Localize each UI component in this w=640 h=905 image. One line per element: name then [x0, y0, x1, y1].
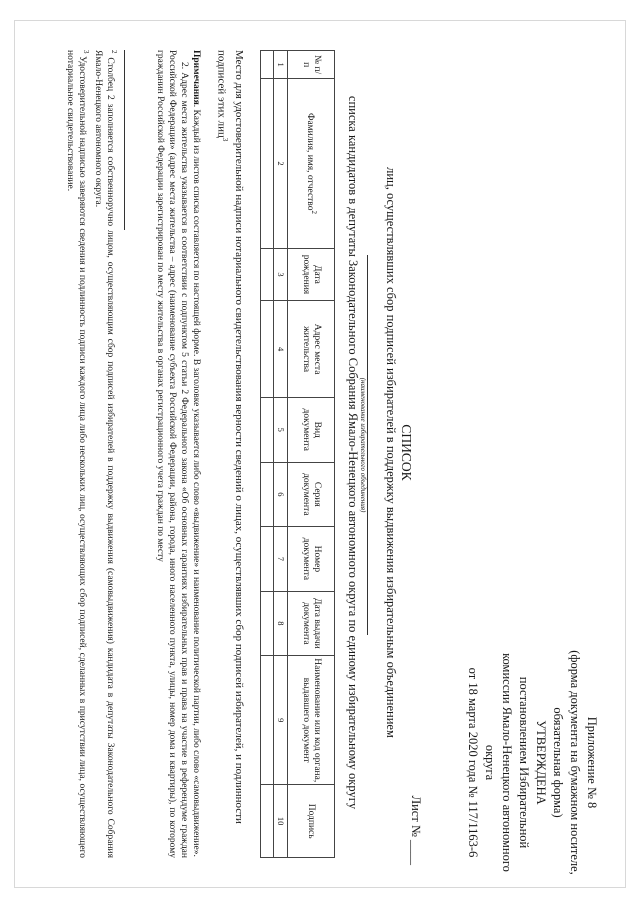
- col-header-number: № п/п: [288, 51, 335, 79]
- col-header-issuer: Наименование или код органа, выдавшего документ: [288, 656, 335, 785]
- collectors-table: [260, 50, 335, 858]
- table-row: [261, 51, 274, 858]
- sheet-label: Лист №: [409, 795, 423, 837]
- note-1: [190, 50, 202, 858]
- note-1-text: . Каждый из листов списка составляется по настоящей форме. В заголовке указывается либо слово «выдвижение» и наименование политической партии, либо слово «самовыдвижение».: [191, 104, 201, 857]
- col-header-doc-type: Вид документа: [288, 398, 335, 463]
- footnotes-section: [64, 50, 120, 858]
- table-cell: [261, 301, 274, 398]
- col-number: 7: [274, 527, 288, 592]
- certification-footnote-ref: 3: [221, 137, 230, 142]
- col-header-issue-date: Дата выдачи документа: [288, 591, 335, 656]
- col-header-doc-series: Серия документа: [288, 462, 335, 527]
- party-name-caption: (наименование избирательного объединения): [359, 377, 367, 513]
- footnote-2: [92, 50, 120, 858]
- document-title: СПИСОК: [399, 424, 414, 481]
- table-cell: [261, 785, 274, 858]
- document-page: [15, 25, 600, 880]
- col-header-birth-date: Дата рождения: [288, 248, 335, 300]
- footnote-2-text: Столбец 2 заполняется собственноручно лицом, осуществляющим сбор подписей избирателей в поддержку выдвижения (самовыдвижения) кандидата в депутаты Законодательного Собрания Ямало-Ненецкого автономного округа.: [92, 50, 115, 858]
- sheet-blank: ____: [409, 840, 423, 865]
- table-column-numbers-row: [274, 51, 288, 858]
- col-header-full-name: [288, 79, 335, 248]
- approval-block: [464, 645, 600, 880]
- col-number: 6: [274, 462, 288, 527]
- appendix-number: Приложение № 8: [585, 716, 599, 809]
- table-cell: [261, 398, 274, 463]
- table-cell: [261, 591, 274, 656]
- footnote-3: [64, 50, 92, 858]
- party-name-line: [367, 255, 368, 635]
- table-cell: [261, 527, 274, 592]
- list-description: списка кандидатов в депутаты Законодательного Собрания Ямало-Ненецкого автономного округа по единому избирательному округу: [346, 95, 360, 810]
- table-cell: [261, 462, 274, 527]
- footnote-2-number: 2: [110, 50, 118, 54]
- col-number: 1: [274, 51, 288, 79]
- col-number: 4: [274, 301, 288, 398]
- col-header-footnote-ref: 2: [309, 210, 318, 214]
- notary-certification-text: [214, 50, 245, 858]
- table-cell: [261, 656, 274, 785]
- appendix-commission: комиссии Ямало-Ненецкого автономного округа: [483, 653, 514, 872]
- col-header-full-name-text: Фамилия, имя, отчество: [304, 112, 315, 211]
- footnote-3-number: 3: [81, 50, 90, 54]
- appendix-resolution: постановлением Избирательной: [517, 676, 531, 849]
- col-number: 5: [274, 398, 288, 463]
- col-number: 8: [274, 591, 288, 656]
- document-subtitle: лиц, осуществлявших сбор подписей избирателей в поддержку выдвижения избирательным объединением: [384, 167, 398, 738]
- appendix-form-type: (форма документа на бумажном носителе,: [568, 650, 582, 875]
- table-cell: [261, 248, 274, 300]
- appendix-form-mandatory: обязательная форма): [551, 707, 565, 818]
- footnote-3-text: Удостоверительной надписью заверяются сведения и подлинность подписи каждого лица либо нескольких лиц, осуществляющих сбор подписей, сделанных в присутствии лица, осуществляющего нотариальное свидетельствование.: [64, 50, 87, 858]
- col-number: 9: [274, 656, 288, 785]
- notes-label: Примечания: [191, 50, 201, 105]
- footnote-separator: [124, 50, 125, 230]
- table-cell: [261, 79, 274, 248]
- col-number: 2: [274, 79, 288, 248]
- table-cell: [261, 51, 274, 79]
- table-header-row: [288, 51, 335, 858]
- col-header-doc-number: Номер документа: [288, 527, 335, 592]
- notes-section: [154, 50, 202, 858]
- col-header-address: Адрес места жительства: [288, 301, 335, 398]
- appendix-date: от 18 марта 2020 года № 117/1163-6: [466, 667, 480, 858]
- certification-body: Место для удостоверительной надписи нотариального свидетельствования верности сведений о лицах, осуществлявших сбор подписей избирателей, и подлинности подписей этих лиц: [215, 50, 245, 824]
- col-number: 3: [274, 248, 288, 300]
- note-2: 2. Адрес места жительства указывается в соответствии с подпунктом 5 статьи 2 Федерального закона «Об основных гарантиях избирательных прав и права на участие в референдуме граждан Российской Федерации» (адрес места жительства – адрес (наименование субъекта Российской Федерации, района, города, иного населенного пункта, улицы, номер дома и квартиры), по которому гражданин Российской Федерации зарегистрирован по месту жительства в органах регистрационного учета граждан по месту: [155, 50, 189, 858]
- appendix-approved: УТВЕРЖДЕНА: [534, 720, 548, 805]
- col-header-signature: Подпись: [288, 785, 335, 858]
- col-number: 10: [274, 785, 288, 858]
